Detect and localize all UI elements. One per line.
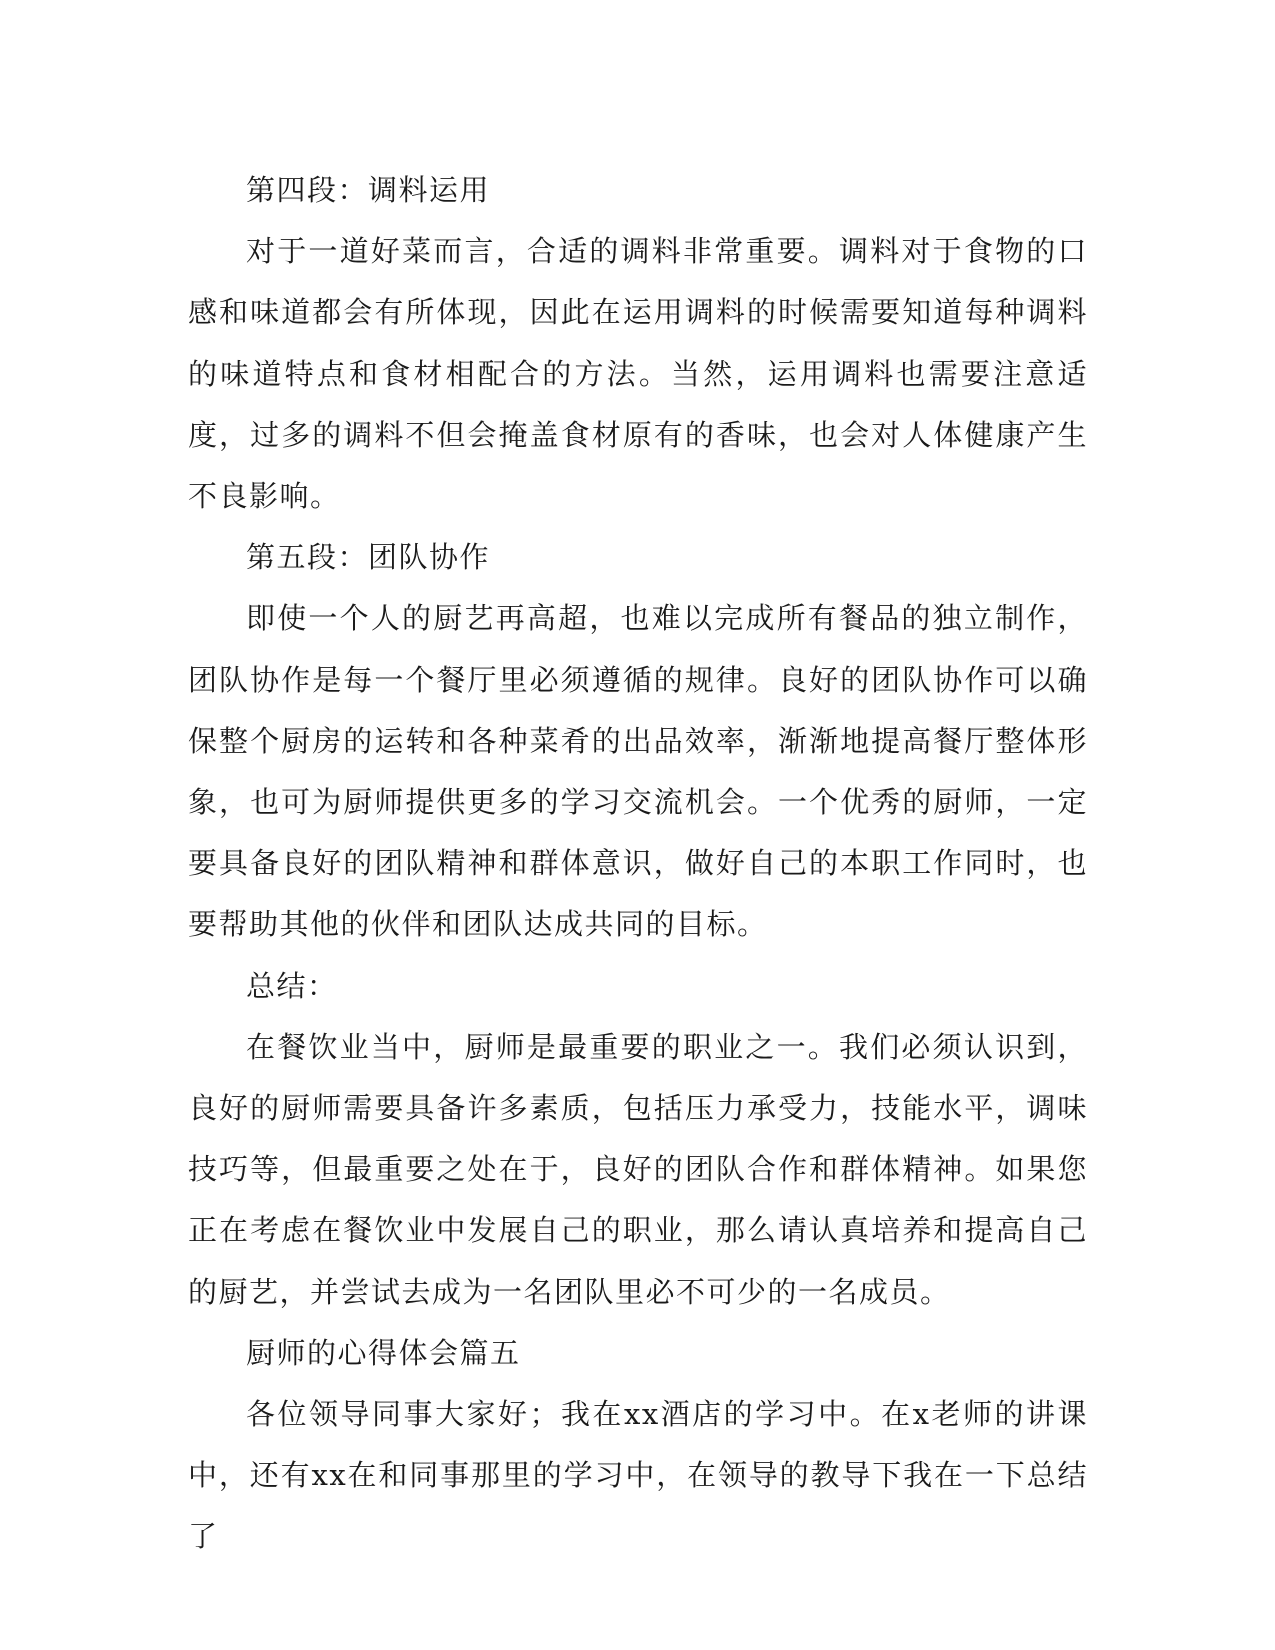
paragraph-part-five-intro: 各位领导同事大家好；我在xx酒店的学习中。在x老师的讲课中，还有xx在和同事那里的学习中，在领导的教导下我在一下总结了	[188, 1397, 1088, 1554]
paragraph-teamwork: 即使一个人的厨艺再高超，也难以完成所有餐品的独立制作，团队协作是每一个餐厅里必须遵循的规律。良好的团队协作可以确保整个厨房的运转和各种菜肴的出品效率，渐渐地提高餐厅整体形象，也可为厨师提供更多的学习交流机会。一个优秀的厨师，一定要具备良好的团队精神和群体意识，做好自己的本职工作同时，也要帮助其他的伙伴和团队达成共同的目标。	[188, 601, 1088, 942]
article-title-part-five: 厨师的心得体会篇五	[246, 1335, 521, 1370]
paragraph-summary: 在餐饮业当中，厨师是最重要的职业之一。我们必须认识到，良好的厨师需要具备许多素质，包括压力承受力，技能水平，调味技巧等，但最重要之处在于，良好的团队合作和群体精神。如果您正在考虑在餐饮业中发展自己的职业，那么请认真培养和提高自己的厨艺，并尝试去成为一名团队里必不可少的一名成员。	[188, 1029, 1088, 1309]
paragraph-seasoning: 对于一道好菜而言，合适的调料非常重要。调料对于食物的口感和味道都会有所体现，因此在运用调料的时候需要知道每种调料的味道特点和食材相配合的方法。当然，运用调料也需要注意适度，过多的调料不但会掩盖食材原有的香味，也会对人体健康产生不良影响。	[188, 234, 1088, 514]
summary-heading: 总结：	[246, 968, 338, 1003]
section-heading-teamwork: 第五段：团队协作	[246, 540, 491, 575]
section-heading-seasoning: 第四段：调料运用	[246, 173, 491, 207]
document-body	[188, 160, 1088, 1568]
